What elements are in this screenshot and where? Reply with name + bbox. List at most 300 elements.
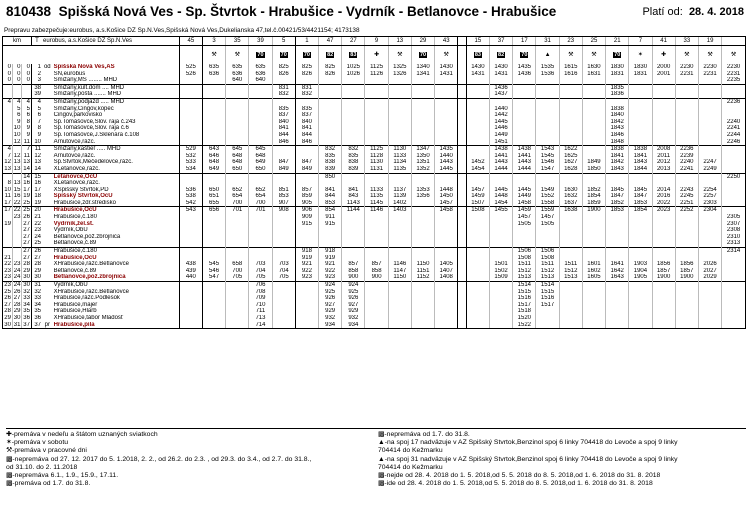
time-cell [698, 234, 721, 241]
time-cell [249, 139, 272, 146]
time-cell: 701 [249, 207, 272, 214]
km-cell: 9 [12, 119, 21, 126]
stop-index: 28 [31, 261, 42, 268]
time-cell [388, 248, 411, 255]
time-cell [559, 112, 582, 119]
time-cell: 1512 [513, 268, 536, 275]
time-cell: 1846 [606, 132, 629, 139]
time-cell: 839 [342, 166, 365, 173]
time-cell: 705 [272, 274, 295, 281]
time-cell [698, 248, 721, 255]
time-cell: 1440 [435, 153, 458, 160]
time-cell [536, 234, 559, 241]
stop-index: 8 [31, 125, 42, 132]
time-cell [179, 289, 202, 296]
time-cell [582, 315, 605, 322]
time-cell: 1509 [490, 274, 513, 281]
time-cell: 2241 [722, 125, 745, 132]
time-cell: 1900 [582, 207, 605, 214]
table-row [3, 268, 745, 275]
time-cell [272, 173, 295, 180]
time-cell: 1356 [411, 193, 434, 200]
time-cell: 2001 [652, 71, 675, 78]
km-cell: 23 [13, 261, 21, 268]
time-cell: 1905 [629, 274, 652, 281]
km-cell: 36 [23, 314, 30, 321]
time-cell [319, 84, 342, 91]
time-cell: 543 [179, 207, 202, 214]
footnote: ▩-nepremáva 6.1., 1.9., 15.9., 17.11. [6, 472, 119, 480]
km-cell [22, 91, 32, 98]
time-cell: 1446 [490, 125, 513, 132]
time-cell [652, 125, 675, 132]
km-cell: 27 [23, 254, 30, 261]
time-cell [675, 240, 698, 247]
time-cell [202, 227, 225, 234]
time-cell: 645 [226, 146, 249, 153]
time-cell [342, 255, 365, 262]
time-cell [202, 173, 225, 180]
time-cell [226, 227, 249, 234]
km-cell [12, 146, 21, 153]
km-cell: 0 [22, 64, 32, 71]
time-cell [675, 132, 698, 139]
time-cell: 832 [319, 146, 342, 153]
time-cell [388, 77, 411, 84]
time-cell [342, 214, 365, 221]
time-cell [559, 302, 582, 309]
time-cell: 1836 [606, 91, 629, 98]
time-cell: 1628 [559, 166, 582, 173]
time-cell [411, 98, 434, 105]
time-cell: 1559 [536, 207, 559, 214]
time-cell [606, 214, 629, 221]
time-cell: 1841 [606, 153, 629, 160]
stop-flag [42, 106, 53, 113]
time-cell: 851 [272, 187, 295, 194]
time-cell [249, 119, 272, 126]
footnote: ▩-nepremáva od 27. 12. 2017 do 5. 1.2018, 2. 2., od 26.2. do 2.3. , od 29.3. do 3.4., od 2.7. do 31.8., [6, 455, 312, 463]
valid-from [642, 6, 744, 18]
time-cell [536, 125, 559, 132]
time-cell [179, 139, 202, 146]
time-cell [435, 132, 458, 139]
table-row [3, 261, 745, 268]
time-cell [652, 214, 675, 221]
stop-index: 22 [31, 221, 42, 228]
time-cell: 924 [342, 282, 365, 289]
time-cell: 648 [226, 153, 249, 160]
km-cell: 23 [13, 214, 21, 221]
time-cell [629, 77, 652, 84]
time-cell [272, 221, 295, 228]
footnote: ✶-premáva v sobotu [6, 439, 68, 447]
time-cell: 2014 [652, 187, 675, 194]
time-cell [675, 112, 698, 119]
time-cell [559, 322, 582, 329]
time-cell [435, 180, 458, 187]
time-cell: 831 [272, 84, 295, 91]
time-cell [365, 234, 388, 241]
time-cell [365, 289, 388, 296]
stop-index: 5 [31, 106, 42, 113]
footnote: ▩-premáva od 1.7. do 31.8. [6, 480, 91, 488]
time-cell [536, 106, 559, 113]
km-cell [12, 227, 21, 234]
footnote: ▲-na spoj 17 nadväzuje v AZ Spišský Štvrtok,Benzinol spoj 6 linky 704418 do Levoče a spoj 9 linky [378, 439, 678, 447]
time-cell: 840 [295, 119, 318, 126]
time-cell [435, 125, 458, 132]
time-cell: 1507 [466, 200, 489, 207]
trip-no: 47 [319, 37, 342, 46]
stop-index: 37 [31, 322, 42, 329]
table-row [3, 295, 745, 302]
km-cell: 0 [22, 77, 32, 84]
time-cell [411, 207, 434, 214]
km-cell: 4 [12, 98, 21, 105]
time-cell [629, 289, 652, 296]
time-cell: 858 [365, 268, 388, 275]
time-cell: 1847 [629, 193, 652, 200]
time-cell: 849 [295, 166, 318, 173]
time-cell [272, 77, 295, 84]
time-cell: 1403 [388, 207, 411, 214]
km-cell: 32 [23, 288, 30, 295]
time-cell [249, 112, 272, 119]
time-cell: 1130 [388, 146, 411, 153]
time-cell [411, 322, 434, 329]
time-cell [249, 106, 272, 113]
stop-name: Smižany,Čingov,kopec [53, 105, 114, 112]
time-cell [202, 322, 225, 329]
km-cell: 29 [4, 314, 11, 321]
table-row [3, 255, 745, 262]
time-cell [652, 282, 675, 289]
time-cell [365, 180, 388, 187]
time-cell [466, 77, 489, 84]
time-cell: 1558 [536, 200, 559, 207]
time-cell [559, 98, 582, 105]
time-cell [226, 214, 249, 221]
table-row [3, 119, 745, 126]
time-cell [582, 146, 605, 153]
time-cell: 1857 [675, 268, 698, 275]
time-cell [490, 98, 513, 105]
km-cell: 19 [23, 193, 30, 200]
time-cell: 2245 [675, 193, 698, 200]
table-row [3, 200, 745, 207]
km-cell: 12 [13, 138, 21, 145]
stop-flag [42, 221, 53, 228]
km-cell [3, 227, 12, 234]
time-cell [652, 119, 675, 126]
time-cell: 835 [319, 153, 342, 160]
time-cell [295, 153, 318, 160]
time-cell [722, 274, 745, 281]
time-cell [411, 91, 434, 98]
km-cell: 11 [23, 152, 30, 159]
time-cell: 1025 [342, 64, 365, 71]
time-cell: 705 [249, 274, 272, 281]
time-cell: 438 [179, 261, 202, 268]
km-cell [12, 248, 21, 255]
time-cell [295, 308, 318, 315]
time-cell [490, 227, 513, 234]
time-cell [226, 98, 249, 105]
time-cell: 1838 [606, 146, 629, 153]
stop-name: Spišský Štvrtok,OcÚ [53, 193, 113, 200]
footnote: ▩-ide od 28. 4. 2018 do 1. 5. 2018,od 5. 5. 2018 do 8. 5. 2018,od 1. 6. 2018 do 31. 8. 2018 [378, 480, 653, 488]
time-cell [365, 315, 388, 322]
time-cell: 2029 [698, 274, 721, 281]
time-cell: 532 [179, 153, 202, 160]
time-cell [411, 119, 434, 126]
time-cell: 713 [249, 315, 272, 322]
time-cell [722, 180, 745, 187]
time-cell: 923 [295, 274, 318, 281]
time-cell: 1631 [582, 71, 605, 78]
time-cell [606, 295, 629, 302]
time-cell [582, 153, 605, 160]
time-cell [226, 240, 249, 247]
time-cell [226, 106, 249, 113]
time-cell: 2241 [675, 166, 698, 173]
time-cell [582, 98, 605, 105]
time-cell: 2249 [698, 166, 721, 173]
trip-no: 39 [249, 37, 272, 46]
time-cell [411, 214, 434, 221]
stop-name: Hrabušice,zdr.stredisko [53, 199, 116, 206]
time-cell [365, 302, 388, 309]
table-row [3, 146, 745, 153]
time-cell: 857 [342, 261, 365, 268]
stop-flag [42, 255, 53, 262]
time-cell [272, 315, 295, 322]
time-cell [675, 139, 698, 146]
table-row [3, 159, 745, 166]
time-cell: 648 [249, 153, 272, 160]
time-cell [435, 255, 458, 262]
time-cell: 1026 [342, 71, 365, 78]
time-cell [179, 119, 202, 126]
time-cell [698, 302, 721, 309]
km-cell: 9 [22, 125, 32, 132]
time-cell [582, 240, 605, 247]
time-cell [675, 289, 698, 296]
time-cell [295, 227, 318, 234]
time-cell [411, 180, 434, 187]
km-cell: 5 [22, 106, 32, 113]
km-cell: 35 [23, 308, 30, 315]
time-cell [179, 132, 202, 139]
stop-index: 26 [31, 248, 42, 255]
km-cell: 0 [7, 70, 11, 77]
time-cell [342, 227, 365, 234]
stop-flag [42, 77, 53, 84]
time-cell [249, 91, 272, 98]
stop-name: Hrabušice,OcÚ [53, 254, 97, 261]
time-cell [698, 132, 721, 139]
time-cell [249, 180, 272, 187]
time-cell [179, 322, 202, 329]
time-cell [179, 180, 202, 187]
time-cell: 1514 [536, 282, 559, 289]
km-cell: 13 [13, 165, 21, 172]
time-cell [582, 91, 605, 98]
time-cell: 703 [272, 261, 295, 268]
table-row [3, 221, 745, 228]
time-cell [513, 77, 536, 84]
time-cell [435, 308, 458, 315]
stop-name: Arnutovce,rázc. [53, 138, 96, 145]
time-cell [582, 84, 605, 91]
time-cell [202, 289, 225, 296]
table-row [3, 308, 745, 315]
time-cell: 1630 [582, 64, 605, 71]
time-cell: 1448 [435, 187, 458, 194]
time-cell: 1435 [513, 64, 536, 71]
time-cell [675, 248, 698, 255]
time-cell [629, 234, 652, 241]
time-cell [179, 112, 202, 119]
time-cell: 1402 [388, 200, 411, 207]
time-cell [388, 315, 411, 322]
time-cell: 1340 [411, 64, 434, 71]
time-cell [582, 302, 605, 309]
km-cell: 34 [23, 301, 30, 308]
km-cell [12, 91, 21, 98]
stop-index: 13 [31, 159, 42, 166]
time-cell: 2303 [698, 200, 721, 207]
time-cell: 1438 [513, 146, 536, 153]
time-cell [629, 248, 652, 255]
timetable-header [6, 4, 744, 26]
time-cell: 900 [365, 274, 388, 281]
km-cell: 30 [23, 282, 30, 288]
time-cell [559, 295, 582, 302]
time-cell: 1830 [629, 64, 652, 71]
time-cell [365, 91, 388, 98]
trip-no: 41 [652, 37, 675, 46]
time-cell [342, 132, 365, 139]
time-cell [698, 308, 721, 315]
time-cell: 850 [319, 173, 342, 180]
time-cell [466, 261, 489, 268]
time-cell: 1517 [536, 302, 559, 309]
time-cell [295, 173, 318, 180]
time-cell [466, 234, 489, 241]
time-cell [559, 173, 582, 180]
table-row [3, 282, 745, 289]
time-cell: 1436 [513, 71, 536, 78]
time-cell [272, 302, 295, 309]
time-cell: 2016 [652, 193, 675, 200]
time-cell: 911 [319, 214, 342, 221]
stop-name: XSpišský Štvrtok,PD [53, 186, 109, 193]
time-cell: 1457 [536, 214, 559, 221]
time-cell: 1852 [582, 187, 605, 194]
time-cell: 547 [202, 274, 225, 281]
time-cell [272, 322, 295, 329]
time-cell [179, 295, 202, 302]
stop-name: Hrabušice,rázc.Podlesok [53, 295, 120, 302]
time-cell [411, 248, 434, 255]
stop-index: 20 [31, 207, 42, 214]
time-cell [652, 295, 675, 302]
time-cell [559, 214, 582, 221]
time-cell [722, 146, 745, 153]
time-cell: 923 [319, 274, 342, 281]
time-cell [202, 180, 225, 187]
time-cell: 1449 [490, 132, 513, 139]
time-cell: 1637 [559, 200, 582, 207]
trip-no: 5 [272, 37, 295, 46]
time-cell [536, 119, 559, 126]
table-row [3, 322, 745, 329]
time-cell: 907 [272, 200, 295, 207]
time-cell: 1841 [629, 153, 652, 160]
time-cell: 841 [272, 125, 295, 132]
time-cell: 932 [342, 315, 365, 322]
stop-index: 30 [31, 274, 42, 281]
time-cell [295, 302, 318, 309]
time-cell [536, 112, 559, 119]
time-cell [411, 221, 434, 228]
time-cell [179, 106, 202, 113]
time-cell [435, 227, 458, 234]
km-cell: 23 [4, 282, 11, 288]
trip-no: 29 [411, 37, 434, 46]
time-cell [365, 214, 388, 221]
time-cell [365, 139, 388, 146]
time-cell: 1451 [490, 139, 513, 146]
time-cell [179, 308, 202, 315]
time-cell [365, 282, 388, 289]
time-cell [435, 119, 458, 126]
time-cell [629, 322, 652, 329]
time-cell [411, 240, 434, 247]
time-cell [466, 240, 489, 247]
time-cell [388, 255, 411, 262]
time-cell: 650 [202, 187, 225, 194]
time-cell [675, 180, 698, 187]
time-cell [629, 227, 652, 234]
time-cell [365, 227, 388, 234]
time-cell [698, 315, 721, 322]
time-cell [582, 221, 605, 228]
time-cell: 1443 [435, 159, 458, 166]
time-cell: 927 [342, 302, 365, 309]
time-cell [202, 234, 225, 241]
stop-index: 14 [31, 166, 42, 173]
time-cell [435, 240, 458, 247]
stop-index: 32 [31, 289, 42, 296]
time-cell: 840 [272, 119, 295, 126]
time-cell: 1615 [559, 64, 582, 71]
stop-name: Betlanovce,č.89 [53, 240, 97, 247]
time-cell [559, 84, 582, 91]
km-cell: 30 [23, 274, 30, 281]
time-cell [411, 282, 434, 289]
time-cell: 1144 [342, 207, 365, 214]
time-cell: 710 [249, 302, 272, 309]
time-cell [536, 77, 559, 84]
time-cell [249, 240, 272, 247]
time-cell [295, 289, 318, 296]
time-cell: 900 [342, 274, 365, 281]
time-cell [319, 227, 342, 234]
time-cell [582, 295, 605, 302]
